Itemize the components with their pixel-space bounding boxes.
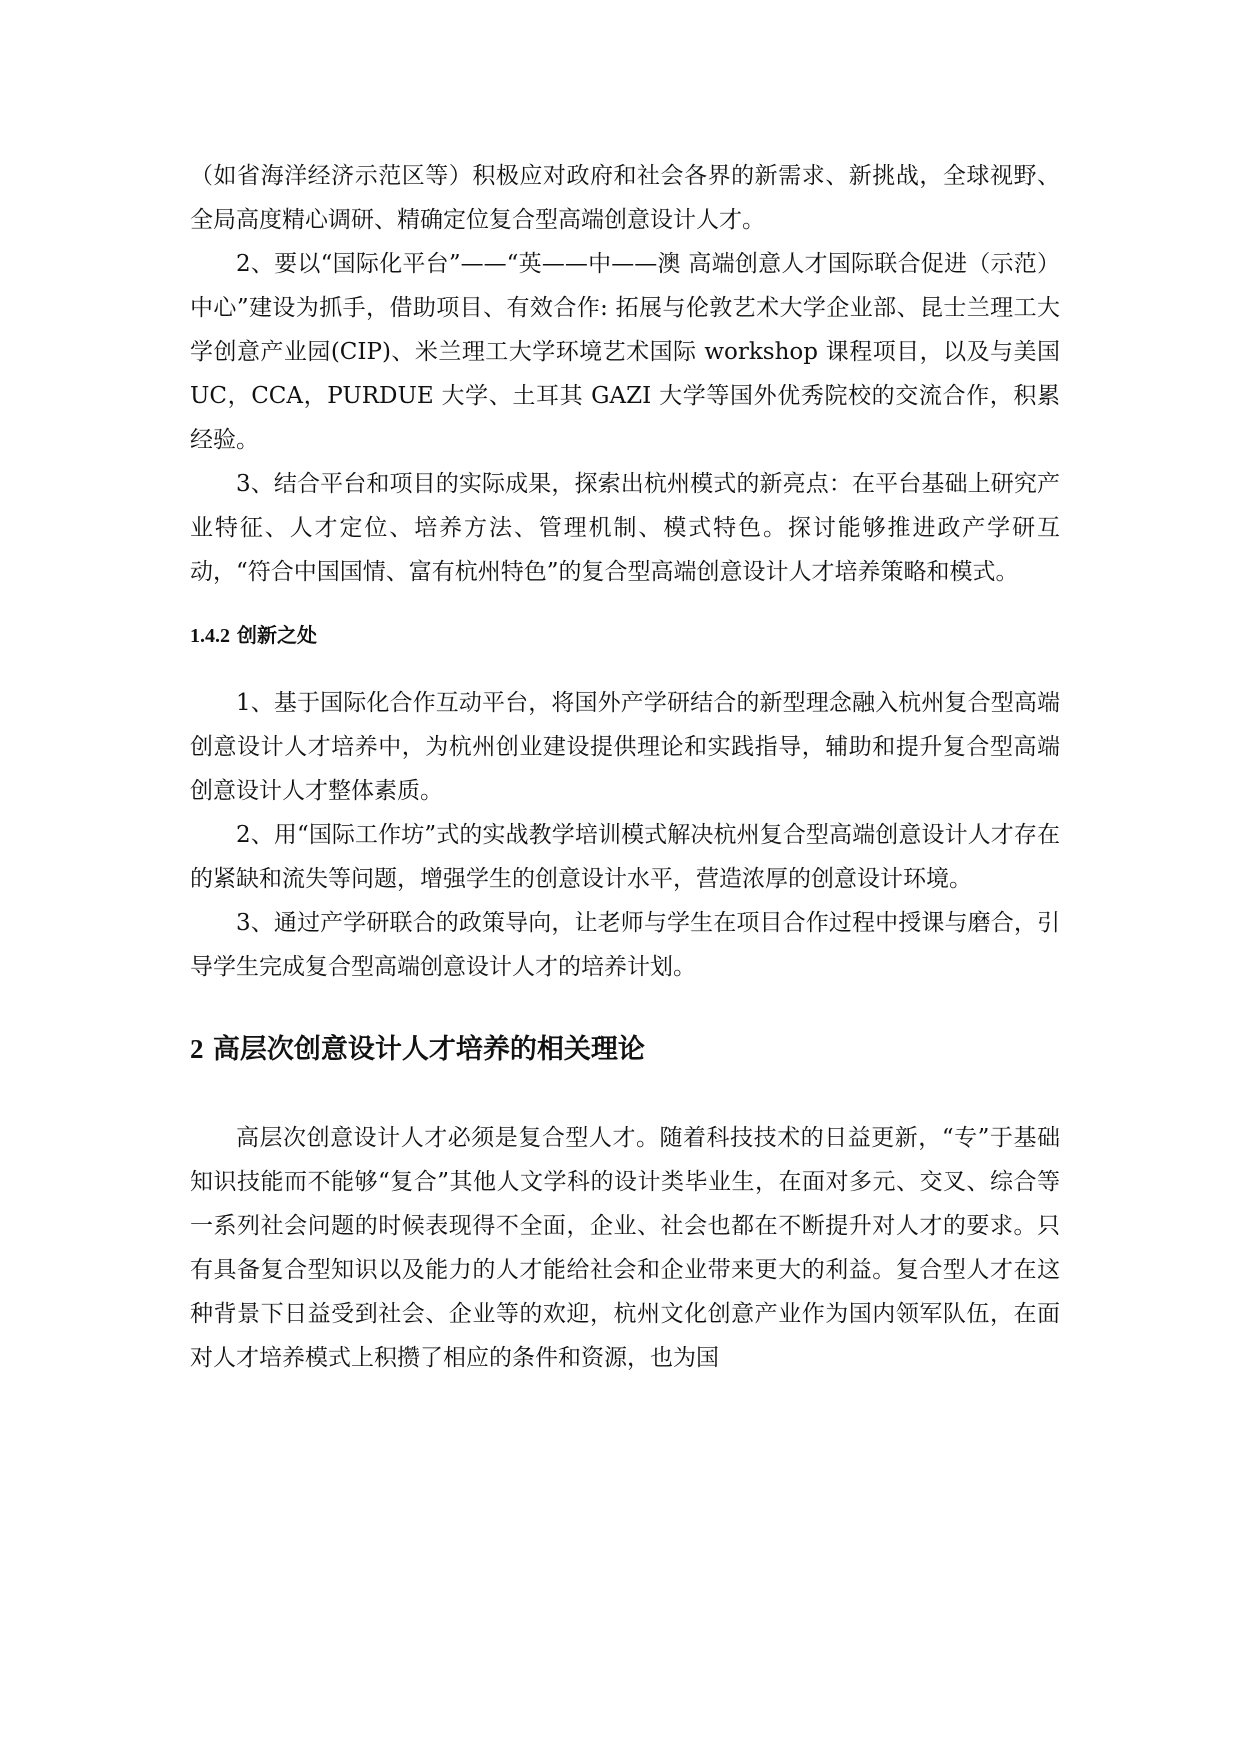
section-title: 创新之处 [236, 623, 317, 647]
paragraph-international-platform: 2、要以“国际化平台”——“英——中——澳 高端创意人才国际联合促进（示范）中心”建设为抓手，借助项目、有效合作: 拓展与伦敦艺术大学企业部、昆士兰理工大学创意产业园(CIP)、米兰理工大学环境艺术国际 workshop 课程项目，以及与美国 UC，CCA，PURDUE 大学、土耳其 GAZI 大学等国外优秀院校的交流合作，积累经验。 [190, 251, 1060, 453]
chapter-number: 2 [190, 1034, 204, 1064]
section-number: 1.4.2 [190, 625, 230, 647]
section-heading-1-4-2 [190, 620, 1060, 651]
chapter-heading-2 [190, 1031, 1060, 1068]
paragraph-hangzhou-model: 3、结合平台和项目的实际成果，探索出杭州模式的新亮点：在平台基础上研究产业特征、人才定位、培养方法、管理机制、模式特色。探讨能够推进政产学研互动，“符合中国国情、富有杭州特色”的复合型高端创意设计人才培养策略和模式。 [190, 471, 1060, 585]
innovation-paragraph-3: 3、通过产学研联合的政策导向，让老师与学生在项目合作过程中授课与磨合，引导学生完成复合型高端创意设计人才的培养计划。 [190, 910, 1060, 980]
chapter-title: 高层次创意设计人才培养的相关理论 [212, 1034, 645, 1065]
innovation-paragraph-1: 1、基于国际化合作互动平台，将国外产学研结合的新型理念融入杭州复合型高端创意设计人才培养中，为杭州创业建设提供理论和实践指导，辅助和提升复合型高端创意设计人才整体素质。 [190, 690, 1060, 804]
continued-paragraph: （如省海洋经济示范区等）积极应对政府和社会各界的新需求、新挑战，全球视野、全局高度精心调研、精确定位复合型高端创意设计人才。 [190, 163, 1060, 233]
chapter-2-paragraph-1: 高层次创意设计人才必须是复合型人才。随着科技技术的日益更新，“专”于基础知识技能而不能够“复合”其他人文学科的设计类毕业生，在面对多元、交叉、综合等一系列社会问题的时候表现得不全面，企业、社会也都在不断提升对人才的要求。只有具备复合型知识以及能力的人才能给社会和企业带来更大的利益。复合型人才在这种背景下日益受到社会、企业等的欢迎，杭州文化创意产业作为国内领军队伍，在面对人才培养模式上积攒了相应的条件和资源，也为国 [190, 1125, 1060, 1371]
page-content [190, 154, 1060, 1380]
innovation-paragraph-2: 2、用“国际工作坊”式的实战教学培训模式解决杭州复合型高端创意设计人才存在的紧缺和流失等问题，增强学生的创意设计水平，营造浓厚的创意设计环境。 [190, 822, 1060, 892]
